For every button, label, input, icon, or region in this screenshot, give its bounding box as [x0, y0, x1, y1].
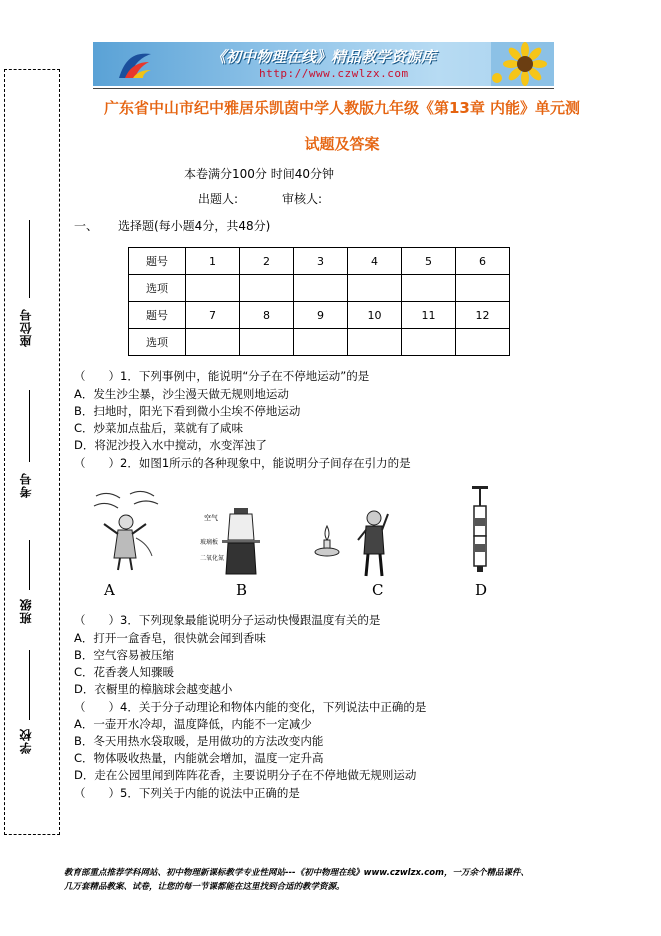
question-4-option-b: B．冬天用热水袋取暖，是用做功的方法改变内能 — [74, 734, 324, 748]
figure-label-d: D — [475, 581, 488, 599]
header-rule — [93, 88, 554, 89]
class-label: 班级 — [19, 598, 33, 624]
figure-d-syringe — [466, 484, 494, 576]
figure-label-b: B — [236, 581, 248, 599]
answer-cell[interactable] — [186, 275, 240, 302]
answer-cell[interactable] — [186, 329, 240, 356]
sunflower-icon — [491, 42, 554, 86]
site-logo-icon — [115, 48, 155, 82]
grid-row-choice-2 — [129, 329, 510, 356]
grid-label: 题号 — [129, 248, 186, 275]
question-3-option-d: D．衣橱里的樟脑球会越变越小 — [74, 682, 233, 696]
question-1-option-c: C．炒菜加点盐后，菜就有了咸味 — [74, 421, 244, 435]
author-label: 出题人: — [198, 192, 239, 206]
question-4-option-d: D．走在公园里闻到阵阵花香，主要说明分子在不停地做无规则运动 — [74, 768, 417, 782]
question-1-option-d: D．将泥沙投入水中搅动，水变浑浊了 — [74, 438, 267, 452]
figure-b-air-label: 空气 — [204, 514, 218, 522]
figure-c-candle — [312, 520, 342, 560]
figure-a-wind-person — [90, 486, 162, 574]
question-1-option-a: A．发生沙尘暴，沙尘漫天做无规则地运动 — [74, 387, 289, 401]
answer-cell[interactable] — [348, 329, 402, 356]
grid-number: 10 — [348, 302, 402, 329]
score-time: 本卷满分100分 时间40分钟 — [184, 167, 334, 181]
answer-cell[interactable] — [456, 275, 510, 302]
school-line — [29, 650, 30, 720]
question-1-option-b: B．扫地时，阳光下看到微小尘埃不停地运动 — [74, 404, 301, 418]
grid-number: 2 — [240, 248, 294, 275]
question-4-option-c: C．物体吸收热量，内能就会增加，温度一定升高 — [74, 751, 324, 765]
question-2-stem: （ ）2．如图1所示的各种现象中，能说明分子间存在引力的是 — [74, 456, 411, 470]
exam-line — [29, 390, 30, 462]
answer-cell[interactable] — [456, 329, 510, 356]
banner-url[interactable]: http://www.czwlzx.com — [259, 67, 409, 80]
answer-cell[interactable] — [240, 275, 294, 302]
grid-row-choice-1 — [129, 275, 510, 302]
banner-title: 《初中物理在线》精品教学资源库 — [211, 48, 437, 66]
grid-label: 选项 — [129, 275, 186, 302]
grid-label: 题号 — [129, 302, 186, 329]
grid-number: 5 — [402, 248, 456, 275]
answer-cell[interactable] — [240, 329, 294, 356]
question-4-option-a: A．一壶开水冷却，温度降低，内能不一定减少 — [74, 717, 312, 731]
grid-row-number-2 — [129, 302, 510, 329]
answer-cell[interactable] — [402, 275, 456, 302]
grid-number: 12 — [456, 302, 510, 329]
grid-number: 1 — [186, 248, 240, 275]
grid-number: 9 — [294, 302, 348, 329]
grid-number: 6 — [456, 248, 510, 275]
page-title-line1: 广东省中山市纪中雅居乐凯茵中学人教版九年级《第13章 内能》单元测 — [103, 99, 581, 117]
exam-label: 考号 — [19, 472, 33, 498]
answer-cell[interactable] — [294, 329, 348, 356]
grid-row-number-1 — [129, 248, 510, 275]
footer-line1: 教育部重点推荐学科网站、初中物理新课标教学专业性网站---《初中物理在线》www.czwlzx.com，一万余个精品课件、 — [64, 868, 529, 878]
section-title: 选择题(每小题4分，共48分) — [118, 219, 271, 233]
figure-c-person-lifting — [352, 504, 392, 580]
footer-line2: 几万套精品教案、试卷，让您的每一节课都能在这里找到合适的教学资源。 — [64, 882, 345, 892]
answer-cell[interactable] — [402, 329, 456, 356]
figure-label-c: C — [372, 581, 384, 599]
grid-number: 3 — [294, 248, 348, 275]
section-number: 一、 — [74, 219, 99, 233]
answer-cell[interactable] — [348, 275, 402, 302]
grid-number: 8 — [240, 302, 294, 329]
seat-label: 座位号 — [19, 308, 33, 347]
page-title-line2: 试题及答案 — [304, 135, 380, 153]
question-4-stem: （ ）4．关于分子动理论和物体内能的变化，下列说法中正确的是 — [74, 700, 427, 714]
question-1-stem: （ ）1．下列事例中，能说明“分子在不停地运动”的是 — [74, 369, 370, 383]
school-label: 学校 — [19, 728, 33, 754]
question-3-option-b: B．空气容易被压缩 — [74, 648, 174, 662]
figure-b-glass-label: 玻璃板 — [200, 539, 219, 546]
question-3-stem: （ ）3．下列现象最能说明分子运动快慢跟温度有关的是 — [74, 613, 381, 627]
grid-label: 选项 — [129, 329, 186, 356]
grid-number: 4 — [348, 248, 402, 275]
question-3-option-a: A．打开一盒香皂，很快就会闻到香味 — [74, 631, 266, 645]
figure-b-gas-diffusion — [200, 500, 272, 580]
grid-number: 7 — [186, 302, 240, 329]
header-banner — [93, 42, 554, 86]
figure-b-gas-label: 二氧化氮 — [200, 555, 225, 562]
question-3-option-c: C．花香袭人知骤暖 — [74, 665, 175, 679]
figure-label-a: A — [104, 581, 115, 599]
binding-margin — [4, 69, 60, 835]
seat-line — [29, 220, 30, 298]
class-line — [29, 540, 30, 590]
grid-number: 11 — [402, 302, 456, 329]
reviewer-label: 审核人: — [282, 192, 323, 206]
answer-grid — [128, 247, 510, 356]
question-5-stem: （ ）5．下列关于内能的说法中正确的是 — [74, 786, 300, 800]
answer-cell[interactable] — [294, 275, 348, 302]
